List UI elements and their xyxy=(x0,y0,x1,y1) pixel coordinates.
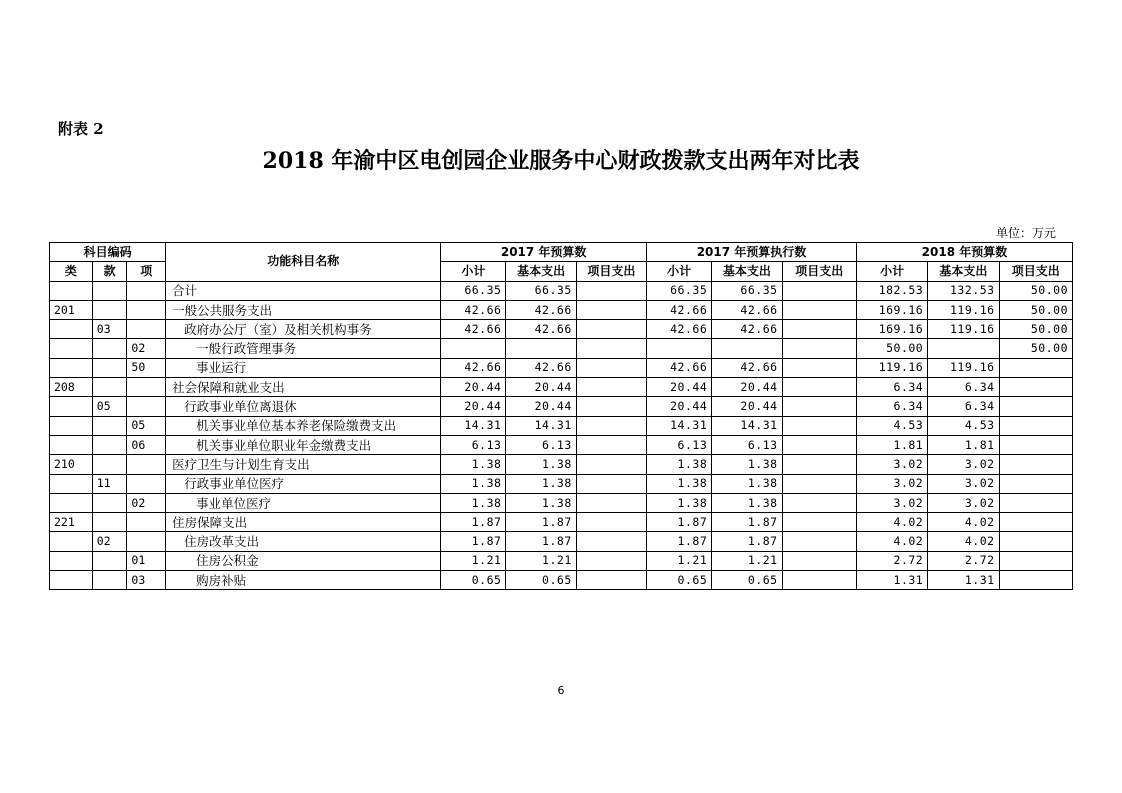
2017-exec-project xyxy=(782,320,856,339)
2017-exec-basic: 1.38 xyxy=(712,474,782,493)
2017-exec-project xyxy=(782,416,856,435)
2017-exec-project xyxy=(782,435,856,454)
page-number: 6 xyxy=(557,684,565,697)
2017-budget-subtotal: 66.35 xyxy=(441,281,506,300)
table-row xyxy=(50,532,1073,551)
2017-budget-basic: 1.87 xyxy=(506,513,576,532)
2017-exec-subtotal: 1.87 xyxy=(647,513,712,532)
2017-budget-project xyxy=(576,300,646,319)
code-lei xyxy=(50,532,93,551)
2017-budget-basic: 42.66 xyxy=(506,300,576,319)
2018-budget-subtotal: 1.31 xyxy=(856,571,927,590)
2018-budget-project: 50.00 xyxy=(999,320,1072,339)
2017-budget-project xyxy=(576,455,646,474)
header-project: 项目支出 xyxy=(576,262,646,281)
2017-exec-project xyxy=(782,513,856,532)
code-kuan xyxy=(92,551,127,570)
2017-budget-project xyxy=(576,281,646,300)
code-lei xyxy=(50,571,93,590)
2017-budget-basic: 0.65 xyxy=(506,571,576,590)
2017-budget-project xyxy=(576,358,646,377)
2018-budget-project xyxy=(999,378,1072,397)
2017-exec-project xyxy=(782,339,856,358)
2018-budget-subtotal: 6.34 xyxy=(856,397,927,416)
2017-exec-basic xyxy=(712,339,782,358)
2017-exec-basic: 1.87 xyxy=(712,513,782,532)
item-name: 社会保障和就业支出 xyxy=(166,378,441,397)
2017-exec-basic: 1.21 xyxy=(712,551,782,570)
2017-exec-basic: 42.66 xyxy=(712,300,782,319)
item-name: 购房补贴 xyxy=(166,571,441,590)
item-name: 行政事业单位离退休 xyxy=(166,397,441,416)
code-kuan xyxy=(92,435,127,454)
2017-budget-project xyxy=(576,474,646,493)
2017-budget-basic: 1.87 xyxy=(506,532,576,551)
2017-exec-subtotal: 20.44 xyxy=(647,378,712,397)
2017-exec-project xyxy=(782,474,856,493)
2018-budget-basic: 3.02 xyxy=(928,493,999,512)
table-row xyxy=(50,358,1073,377)
header-lei: 类 xyxy=(50,262,93,281)
code-xiang xyxy=(127,281,166,300)
item-name: 医疗卫生与计划生育支出 xyxy=(166,455,441,474)
2018-budget-basic: 1.31 xyxy=(928,571,999,590)
2017-exec-subtotal: 42.66 xyxy=(647,320,712,339)
2017-budget-basic: 20.44 xyxy=(506,378,576,397)
code-kuan xyxy=(92,281,127,300)
2018-budget-basic xyxy=(928,339,999,358)
code-xiang xyxy=(127,320,166,339)
table-row xyxy=(50,339,1073,358)
code-kuan xyxy=(92,300,127,319)
2017-budget-subtotal: 1.87 xyxy=(441,513,506,532)
code-kuan xyxy=(92,378,127,397)
2018-budget-subtotal: 6.34 xyxy=(856,378,927,397)
2017-budget-subtotal: 1.38 xyxy=(441,474,506,493)
2017-exec-project xyxy=(782,300,856,319)
2017-exec-subtotal: 42.66 xyxy=(647,300,712,319)
code-lei xyxy=(50,397,93,416)
2018-budget-basic: 119.16 xyxy=(928,320,999,339)
appendix-label: 附表 2 xyxy=(58,120,104,138)
table-row xyxy=(50,435,1073,454)
2017-exec-project xyxy=(782,358,856,377)
code-xiang: 02 xyxy=(127,493,166,512)
2017-exec-subtotal: 1.38 xyxy=(647,474,712,493)
code-xiang: 06 xyxy=(127,435,166,454)
code-xiang xyxy=(127,474,166,493)
2018-budget-subtotal: 4.53 xyxy=(856,416,927,435)
2017-exec-subtotal: 1.38 xyxy=(647,493,712,512)
2017-budget-basic: 20.44 xyxy=(506,397,576,416)
2017-exec-basic: 14.31 xyxy=(712,416,782,435)
2017-exec-subtotal: 66.35 xyxy=(647,281,712,300)
code-kuan: 05 xyxy=(92,397,127,416)
table-row xyxy=(50,300,1073,319)
code-lei: 210 xyxy=(50,455,93,474)
table-row xyxy=(50,320,1073,339)
2017-budget-basic: 6.13 xyxy=(506,435,576,454)
2018-budget-project xyxy=(999,474,1072,493)
2018-budget-subtotal: 4.02 xyxy=(856,513,927,532)
2017-budget-subtotal: 0.65 xyxy=(441,571,506,590)
2018-budget-subtotal: 169.16 xyxy=(856,300,927,319)
2018-budget-subtotal: 182.53 xyxy=(856,281,927,300)
table-row xyxy=(50,397,1073,416)
code-lei: 208 xyxy=(50,378,93,397)
page-title: 2018 年渝中区电创园企业服务中心财政拨款支出两年对比表 xyxy=(262,148,860,174)
header-code-group: 科目编码 xyxy=(50,243,166,262)
code-lei: 221 xyxy=(50,513,93,532)
table-row xyxy=(50,513,1073,532)
header-project: 项目支出 xyxy=(999,262,1072,281)
table-row xyxy=(50,378,1073,397)
2017-exec-basic: 20.44 xyxy=(712,378,782,397)
header-2018-budget: 2018 年预算数 xyxy=(856,243,1072,262)
2017-exec-project xyxy=(782,551,856,570)
2017-exec-basic: 1.38 xyxy=(712,455,782,474)
code-kuan xyxy=(92,358,127,377)
2017-exec-project xyxy=(782,281,856,300)
2017-budget-basic: 14.31 xyxy=(506,416,576,435)
item-name: 一般行政管理事务 xyxy=(166,339,441,358)
2018-budget-basic: 2.72 xyxy=(928,551,999,570)
2018-budget-subtotal: 1.81 xyxy=(856,435,927,454)
2018-budget-project xyxy=(999,358,1072,377)
2018-budget-subtotal: 3.02 xyxy=(856,493,927,512)
2018-budget-project xyxy=(999,513,1072,532)
item-name: 一般公共服务支出 xyxy=(166,300,441,319)
header-basic: 基本支出 xyxy=(506,262,576,281)
2017-budget-subtotal: 6.13 xyxy=(441,435,506,454)
2017-budget-subtotal: 1.87 xyxy=(441,532,506,551)
code-xiang: 03 xyxy=(127,571,166,590)
2017-exec-basic: 42.66 xyxy=(712,358,782,377)
2018-budget-project: 50.00 xyxy=(999,300,1072,319)
2018-budget-basic: 4.02 xyxy=(928,513,999,532)
unit-label: 单位：万元 xyxy=(995,226,1056,240)
2018-budget-basic: 119.16 xyxy=(928,358,999,377)
2017-exec-basic: 42.66 xyxy=(712,320,782,339)
code-xiang: 02 xyxy=(127,339,166,358)
2018-budget-basic: 119.16 xyxy=(928,300,999,319)
2018-budget-subtotal: 4.02 xyxy=(856,532,927,551)
code-lei xyxy=(50,493,93,512)
2018-budget-project xyxy=(999,493,1072,512)
2017-budget-project xyxy=(576,435,646,454)
2017-budget-project xyxy=(576,320,646,339)
code-xiang: 01 xyxy=(127,551,166,570)
item-name: 住房保障支出 xyxy=(166,513,441,532)
code-xiang xyxy=(127,378,166,397)
item-name: 机关事业单位职业年金缴费支出 xyxy=(166,435,441,454)
code-xiang xyxy=(127,300,166,319)
2017-exec-subtotal: 42.66 xyxy=(647,358,712,377)
2018-budget-basic: 6.34 xyxy=(928,378,999,397)
2018-budget-subtotal: 3.02 xyxy=(856,455,927,474)
2018-budget-project: 50.00 xyxy=(999,339,1072,358)
table-row xyxy=(50,571,1073,590)
2017-budget-basic: 1.38 xyxy=(506,493,576,512)
item-name: 行政事业单位医疗 xyxy=(166,474,441,493)
code-lei xyxy=(50,320,93,339)
2018-budget-project: 50.00 xyxy=(999,281,1072,300)
header-name: 功能科目名称 xyxy=(166,243,441,282)
2018-budget-subtotal: 169.16 xyxy=(856,320,927,339)
item-name: 事业单位医疗 xyxy=(166,493,441,512)
header-subtotal: 小计 xyxy=(647,262,712,281)
2018-budget-basic: 1.81 xyxy=(928,435,999,454)
2017-exec-project xyxy=(782,378,856,397)
code-kuan xyxy=(92,513,127,532)
2017-exec-subtotal: 1.87 xyxy=(647,532,712,551)
2017-budget-project xyxy=(576,493,646,512)
table-body xyxy=(50,281,1073,590)
2018-budget-project xyxy=(999,571,1072,590)
code-lei xyxy=(50,474,93,493)
code-kuan: 11 xyxy=(92,474,127,493)
item-name: 合计 xyxy=(166,281,441,300)
2017-budget-subtotal: 20.44 xyxy=(441,378,506,397)
item-name: 事业运行 xyxy=(166,358,441,377)
2017-budget-subtotal: 1.38 xyxy=(441,455,506,474)
header-basic: 基本支出 xyxy=(928,262,999,281)
2018-budget-project xyxy=(999,397,1072,416)
2018-budget-basic: 6.34 xyxy=(928,397,999,416)
2017-exec-project xyxy=(782,571,856,590)
2017-budget-basic: 1.38 xyxy=(506,455,576,474)
code-kuan xyxy=(92,493,127,512)
2017-exec-basic: 6.13 xyxy=(712,435,782,454)
2017-exec-project xyxy=(782,532,856,551)
2017-exec-project xyxy=(782,455,856,474)
budget-comparison-table xyxy=(49,242,1073,590)
item-name: 住房公积金 xyxy=(166,551,441,570)
2018-budget-project xyxy=(999,455,1072,474)
code-lei xyxy=(50,358,93,377)
2018-budget-project xyxy=(999,551,1072,570)
2017-budget-subtotal: 14.31 xyxy=(441,416,506,435)
2018-budget-basic: 4.53 xyxy=(928,416,999,435)
code-xiang xyxy=(127,397,166,416)
2017-exec-subtotal: 1.21 xyxy=(647,551,712,570)
code-xiang: 50 xyxy=(127,358,166,377)
table-row xyxy=(50,474,1073,493)
header-project: 项目支出 xyxy=(782,262,856,281)
code-kuan: 02 xyxy=(92,532,127,551)
2017-exec-subtotal: 6.13 xyxy=(647,435,712,454)
header-2017-exec: 2017 年预算执行数 xyxy=(647,243,857,262)
2017-exec-subtotal: 20.44 xyxy=(647,397,712,416)
2018-budget-subtotal: 3.02 xyxy=(856,474,927,493)
2017-exec-basic: 20.44 xyxy=(712,397,782,416)
code-lei xyxy=(50,339,93,358)
2017-budget-subtotal: 1.21 xyxy=(441,551,506,570)
2017-budget-basic: 42.66 xyxy=(506,320,576,339)
2018-budget-subtotal: 119.16 xyxy=(856,358,927,377)
2017-exec-basic: 1.38 xyxy=(712,493,782,512)
code-xiang xyxy=(127,532,166,551)
2017-exec-project xyxy=(782,493,856,512)
code-lei xyxy=(50,281,93,300)
2017-budget-project xyxy=(576,571,646,590)
2018-budget-subtotal: 2.72 xyxy=(856,551,927,570)
2017-exec-basic: 0.65 xyxy=(712,571,782,590)
2017-exec-subtotal xyxy=(647,339,712,358)
2017-budget-subtotal xyxy=(441,339,506,358)
2017-budget-project xyxy=(576,513,646,532)
2017-exec-project xyxy=(782,397,856,416)
2017-budget-basic: 42.66 xyxy=(506,358,576,377)
code-lei: 201 xyxy=(50,300,93,319)
header-kuan: 款 xyxy=(92,262,127,281)
item-name: 住房改革支出 xyxy=(166,532,441,551)
code-kuan xyxy=(92,571,127,590)
2017-budget-basic xyxy=(506,339,576,358)
2017-budget-basic: 66.35 xyxy=(506,281,576,300)
item-name: 机关事业单位基本养老保险缴费支出 xyxy=(166,416,441,435)
2017-budget-subtotal: 42.66 xyxy=(441,358,506,377)
table-row xyxy=(50,455,1073,474)
table-row xyxy=(50,551,1073,570)
2017-exec-subtotal: 0.65 xyxy=(647,571,712,590)
header-basic: 基本支出 xyxy=(712,262,782,281)
2017-budget-basic: 1.38 xyxy=(506,474,576,493)
table-row xyxy=(50,416,1073,435)
code-xiang: 05 xyxy=(127,416,166,435)
2017-budget-project xyxy=(576,397,646,416)
2017-budget-project xyxy=(576,378,646,397)
header-2017-budget: 2017 年预算数 xyxy=(441,243,647,262)
header-subtotal: 小计 xyxy=(441,262,506,281)
code-kuan xyxy=(92,455,127,474)
2017-budget-subtotal: 20.44 xyxy=(441,397,506,416)
2017-budget-project xyxy=(576,532,646,551)
2017-budget-subtotal: 42.66 xyxy=(441,300,506,319)
header-subtotal: 小计 xyxy=(856,262,927,281)
code-xiang xyxy=(127,455,166,474)
2018-budget-project xyxy=(999,435,1072,454)
2018-budget-subtotal: 50.00 xyxy=(856,339,927,358)
2017-budget-subtotal: 42.66 xyxy=(441,320,506,339)
2017-budget-basic: 1.21 xyxy=(506,551,576,570)
2018-budget-basic: 3.02 xyxy=(928,455,999,474)
code-kuan: 03 xyxy=(92,320,127,339)
code-lei xyxy=(50,416,93,435)
2018-budget-basic: 4.02 xyxy=(928,532,999,551)
table-row xyxy=(50,493,1073,512)
2017-budget-subtotal: 1.38 xyxy=(441,493,506,512)
2018-budget-basic: 132.53 xyxy=(928,281,999,300)
2017-budget-project xyxy=(576,416,646,435)
code-lei xyxy=(50,551,93,570)
2018-budget-project xyxy=(999,532,1072,551)
2017-exec-basic: 1.87 xyxy=(712,532,782,551)
code-lei xyxy=(50,435,93,454)
item-name: 政府办公厅（室）及相关机构事务 xyxy=(166,320,441,339)
code-kuan xyxy=(92,339,127,358)
header-row-1 xyxy=(50,243,1073,262)
2018-budget-project xyxy=(999,416,1072,435)
table-row xyxy=(50,281,1073,300)
2017-exec-subtotal: 14.31 xyxy=(647,416,712,435)
header-xiang: 项 xyxy=(127,262,166,281)
2018-budget-basic: 3.02 xyxy=(928,474,999,493)
code-xiang xyxy=(127,513,166,532)
2017-budget-project xyxy=(576,551,646,570)
2017-budget-project xyxy=(576,339,646,358)
2017-exec-basic: 66.35 xyxy=(712,281,782,300)
2017-exec-subtotal: 1.38 xyxy=(647,455,712,474)
code-kuan xyxy=(92,416,127,435)
